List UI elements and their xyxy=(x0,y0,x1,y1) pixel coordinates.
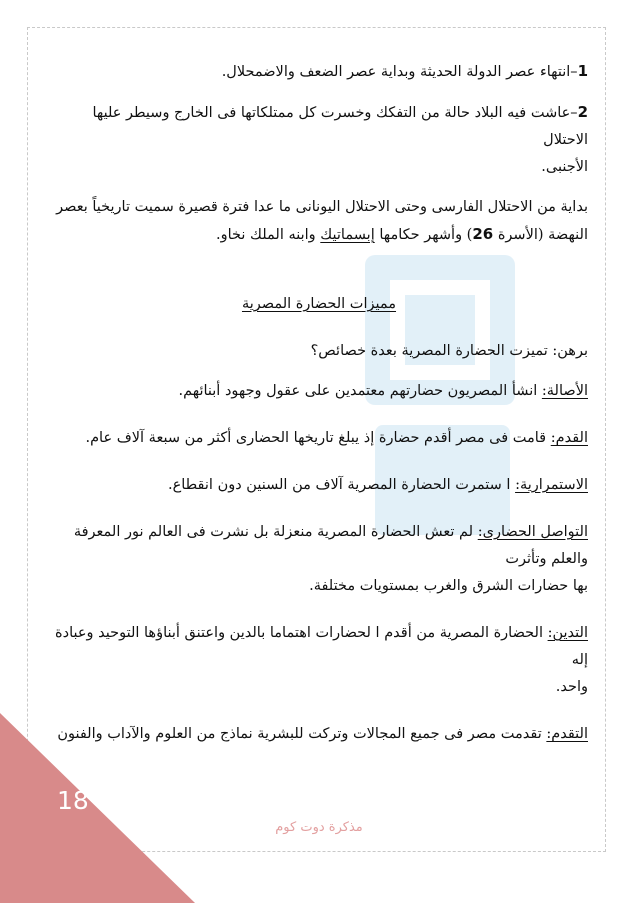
feature-label: الاستمرارية: xyxy=(515,477,588,493)
paragraph-3-line-2: النهضة (الأسرة 26) وأشهر حكامها إبسماتيك وابنه الملك نخاو. xyxy=(215,225,588,243)
feature-text: قامت فى مصر أقدم حضارة إذ يبلغ تاريخها الحضارى أكثر من سبعة آلاف عام. xyxy=(85,430,551,446)
dynasty-number: 26 xyxy=(472,225,494,243)
footer-brand: مذكرة دوت كوم xyxy=(275,820,363,835)
feature-text: ا ستمرت الحضارة المصرية آلاف من السنين دون انقطاع. xyxy=(167,477,516,493)
feature-text: الحضارة المصرية من أقدم ا لحضارات اهتماما بالدين واعتنق أبناؤها التوحيد وعبادة إله xyxy=(55,625,588,668)
feature-communication-continuation: بها حضارات الشرق والغرب بمستويات مختلفة. xyxy=(309,578,588,594)
point-1-number: 1 xyxy=(577,62,588,80)
feature-text: تقدمت مصر فى جميع المجالات وتركت للبشرية نماذج من العلوم والآداب والفنون xyxy=(57,726,547,742)
page-number: 18 xyxy=(57,786,89,815)
feature-label: التقدم: xyxy=(546,726,588,742)
point-2-text: –عاشت فيه البلاد حالة من التفكك وخسرت كل ممتلكاتها فى الخارج وسيطر عليها الاحتلال xyxy=(92,105,588,148)
point-1-text: –انتهاء عصر الدولة الحديثة وبداية عصر الضعف والاضمحلال. xyxy=(221,64,578,80)
corner-decoration xyxy=(0,713,195,903)
feature-label: التدين: xyxy=(547,625,588,641)
feature-authenticity xyxy=(50,378,588,405)
paragraph-3-line-1: بداية من الاحتلال الفارسى وحتى الاحتلال اليونانى ما عدا فترة قصيرة سميت تاريخياً بعصر xyxy=(56,199,588,215)
feature-religiosity-continuation: واحد. xyxy=(555,679,588,695)
section-title: مميزات الحضارة المصرية xyxy=(241,296,397,312)
feature-label: الأصالة: xyxy=(541,383,588,399)
feature-antiquity xyxy=(50,425,588,452)
point-2 xyxy=(50,99,588,154)
page-content xyxy=(50,58,588,748)
question: برهن: تميزت الحضارة المصرية بعدة خصائص؟ xyxy=(310,343,588,359)
king-name: إبسماتيك xyxy=(320,227,375,243)
feature-text: انشأ المصريون حضارتهم معتمدين على عقول وجهود أبنائهم. xyxy=(178,383,542,399)
feature-text: لم تعش الحضارة المصرية منعزلة بل نشرت فى العالم نور المعرفة والعلم وتأثرت xyxy=(73,524,588,567)
point-1 xyxy=(50,58,588,86)
point-2-number: 2 xyxy=(577,103,588,121)
feature-religiosity xyxy=(50,620,588,674)
point-2-continuation: الأجنبى. xyxy=(541,159,588,175)
feature-label: التواصل الحضارى: xyxy=(477,524,588,540)
feature-label: القدم: xyxy=(550,430,588,446)
feature-communication xyxy=(50,519,588,573)
feature-continuity xyxy=(50,472,588,499)
